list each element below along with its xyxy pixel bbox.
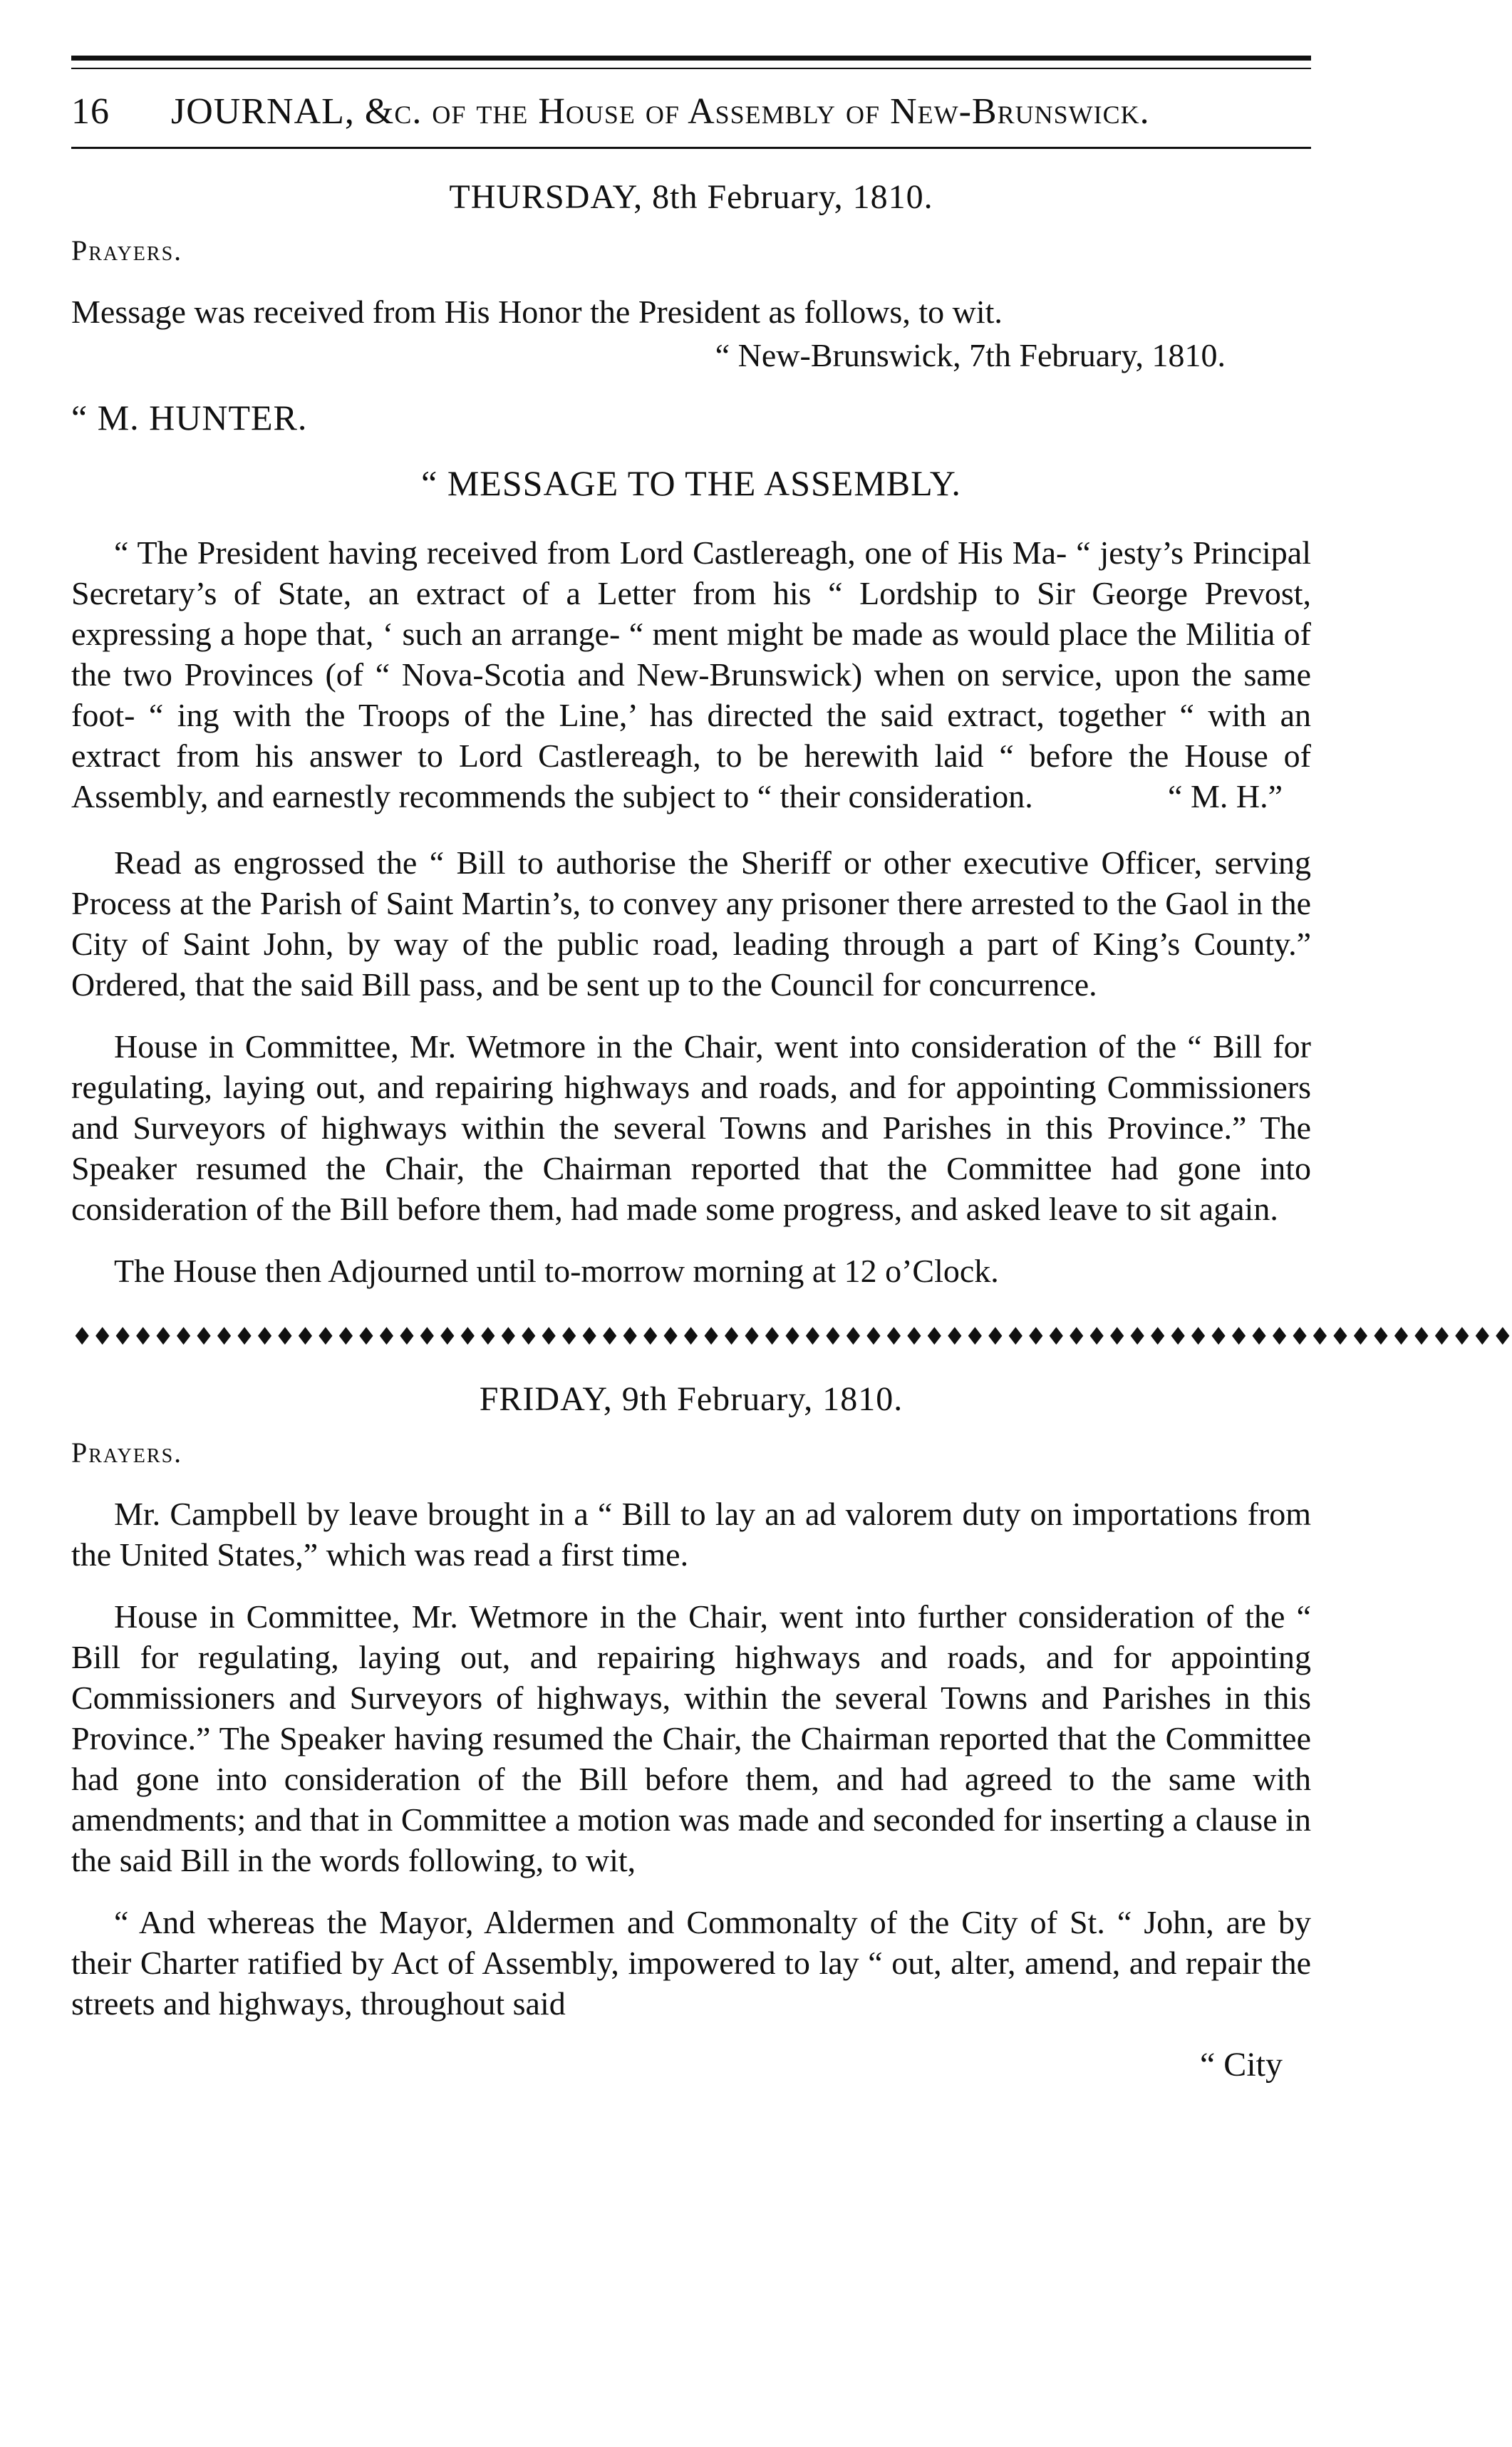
thursday-heading: THURSDAY, 8th February, 1810. [449,178,933,216]
running-header [71,90,1311,133]
thursday-paragraph-2: House in Committee, Mr. Wetmore in the Chair, went into consideration of the “ Bill for regulating, laying out, and repairing highways and roads, and for appointing Commissioners and Surveyors of highways within the several Towns and Parishes in this Province.” The Speaker resumed the Chair, the Chairman reported that the Committee had gone into consideration of the Bill before them, had made some progress, and asked leave to sit again. [71,1028,1311,1227]
catchword: “ City [1200,2046,1283,2084]
friday-prayers: Prayers. [71,1437,183,1469]
thursday-prayers: Prayers. [71,234,183,267]
top-rule [71,56,1311,69]
message-signer: “ M. HUNTER. [71,398,308,438]
header-rule [71,147,1311,149]
message-signature: “ M. H.” [1168,778,1283,814]
friday-heading: FRIDAY, 9th February, 1810. [479,1380,903,1418]
message-dateline: “ New-Brunswick, 7th February, 1810. [715,337,1226,373]
page-number: 16 [71,91,110,132]
message-title: “ MESSAGE TO THE ASSEMBLY. [421,463,961,503]
message-body [71,532,1311,817]
ornamental-divider: ♦♦♦♦♦♦♦♦♦♦♦♦♦♦♦♦♦♦♦♦♦♦♦♦♦♦♦♦♦♦♦♦♦♦♦♦♦♦♦♦♦♦♦♦♦♦♦♦♦♦♦♦♦♦♦♦♦♦♦♦♦♦♦♦♦♦♦♦♦♦♦ [71,1323,1512,1351]
adjournment-line: The House then Adjourned until to-morrow morning at 12 o’Clock. [114,1253,999,1289]
message-body-text: “ The President having received from Lord Castlereagh, one of His Ma- “ jesty’s Principal Secretary’s of State, an extract of a Letter from his “ Lordship to Sir George Prevost, expressing a hope that, ‘ such an arrange- “ ment might be made as would place the Militia of the two Provinces (of “ Nova-Scotia and New-Brunswick) when on service, upon the same foot- “ ing with the Troops of the Line,’ has directed the said extract, together “ with an extract from his answer to Lord Castlereagh, to be herewith laid “ before the House of Assembly, and earnestly recommends the subject to “ their consideration. [71,534,1311,814]
friday-paragraph-3: “ And whereas the Mayor, Aldermen and Commonalty of the City of St. “ John, are by their Charter ratified by Act of Assembly, impowered to lay “ out, alter, amend, and repair the streets and highways, throughout said [71,1904,1311,2022]
message-intro: Message was received from His Honor the President as follows, to wit. [71,294,1003,330]
journal-title: JOURNAL, &c. of the House of Assembly of New-Brunswick. [171,91,1150,132]
journal-page [71,43,1512,2084]
friday-paragraph-2: House in Committee, Mr. Wetmore in the Chair, went into further consideration of the “ Bill for regulating, laying out, and repairing highways and roads, and for appointing Commissioners and Surveyors of highways, within the several Towns and Parishes in this Province.” The Speaker having resumed the Chair, the Chairman reported that the Committee had gone into consideration of the Bill before them, and had agreed to the same with amendments; and that in Committee a motion was made and seconded for inserting a clause in the said Bill in the words following, to wit, [71,1598,1311,1878]
friday-paragraph-1: Mr. Campbell by leave brought in a “ Bill to lay an ad valorem duty on importations from the United States,” which was read a first time. [71,1496,1311,1573]
thursday-paragraph-1: Read as engrossed the “ Bill to authorise the Sheriff or other executive Officer, serving Process at the Parish of Saint Martin’s, to convey any prisoner there arrested to the Gaol in the City of Saint John, by way of the public road, leading through a part of King’s County.” Ordered, that the said Bill pass, and be sent up to the Council for concurrence. [71,844,1311,1003]
